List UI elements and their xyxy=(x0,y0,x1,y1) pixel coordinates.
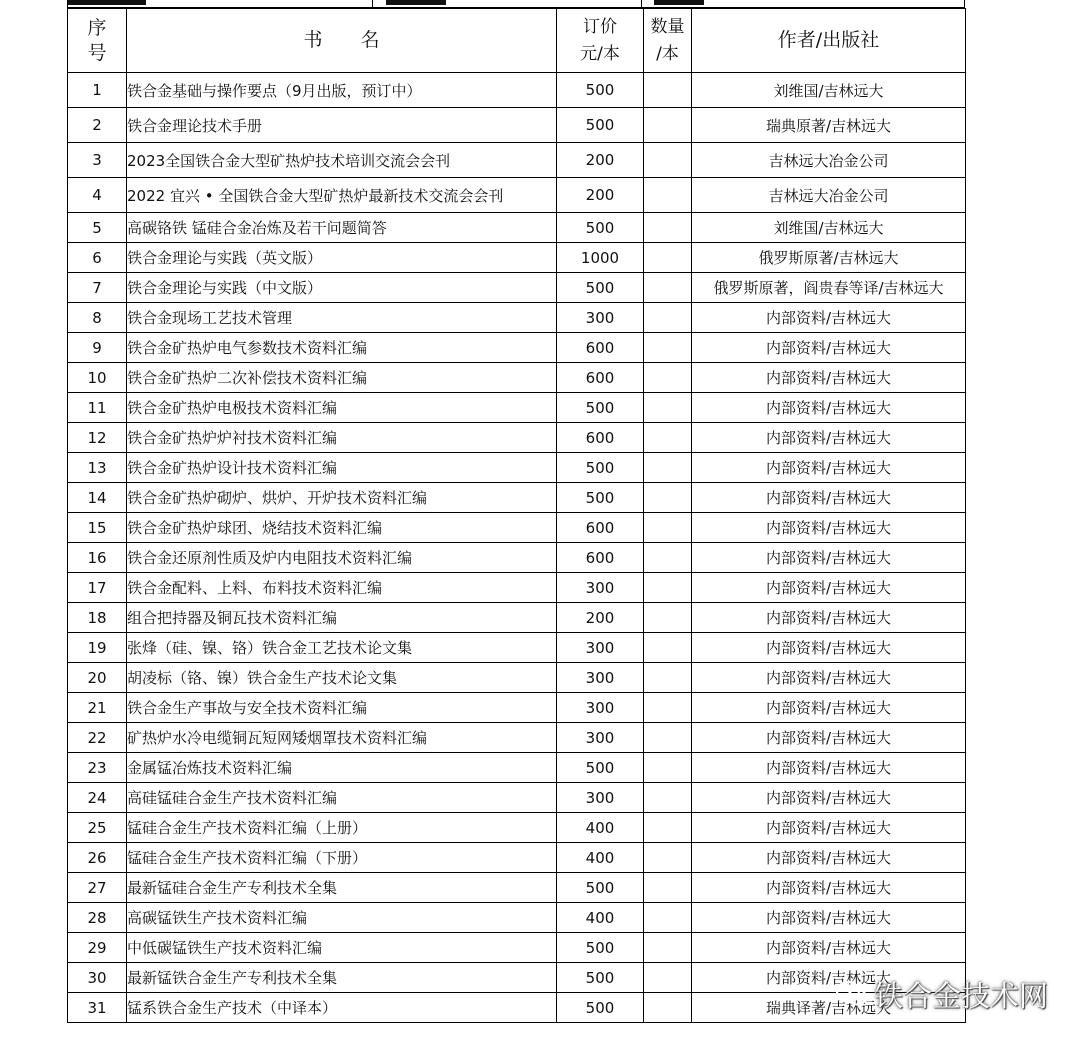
table-row xyxy=(68,933,966,963)
cell-price: 300 xyxy=(557,303,644,333)
cell-price: 500 xyxy=(557,753,644,783)
cell-no: 18 xyxy=(68,603,127,633)
cell-qty xyxy=(644,663,692,693)
cell-title: 铁合金生产事故与安全技术资料汇编 xyxy=(127,693,557,723)
cell-title: 最新锰硅合金生产专利技术全集 xyxy=(127,873,557,903)
cell-price: 400 xyxy=(557,813,644,843)
cell-title: 锰系铁合金生产技术（中译本） xyxy=(127,993,557,1023)
previous-table-edge xyxy=(67,0,965,8)
watermark-text: 铁合金技术网 xyxy=(874,978,1049,1013)
cell-no: 5 xyxy=(68,213,127,243)
cell-no: 22 xyxy=(68,723,127,753)
cell-title: 矿热炉水冷电缆铜瓦短网矮烟罩技术资料汇编 xyxy=(127,723,557,753)
cell-qty xyxy=(644,753,692,783)
cell-author: 内部资料/吉林远大 xyxy=(692,453,966,483)
table-row xyxy=(68,73,966,108)
cell-author: 内部资料/吉林远大 xyxy=(692,543,966,573)
cell-author: 内部资料/吉林远大 xyxy=(692,513,966,543)
table-row xyxy=(68,213,966,243)
cell-qty xyxy=(644,963,692,993)
cell-no: 26 xyxy=(68,843,127,873)
cell-author: 内部资料/吉林远大 xyxy=(692,333,966,363)
cell-qty xyxy=(644,813,692,843)
cell-no: 20 xyxy=(68,663,127,693)
cell-qty xyxy=(644,333,692,363)
cell-qty xyxy=(644,513,692,543)
cell-author: 内部资料/吉林远大 xyxy=(692,783,966,813)
cell-title: 中低碳锰铁生产技术资料汇编 xyxy=(127,933,557,963)
cell-qty xyxy=(644,633,692,663)
cell-qty xyxy=(644,723,692,753)
cell-price: 1000 xyxy=(557,243,644,273)
cell-title: 铁合金矿热炉砌炉、烘炉、开炉技术资料汇编 xyxy=(127,483,557,513)
cell-no: 15 xyxy=(68,513,127,543)
cell-title: 胡凌标（铬、镍）铁合金生产技术论文集 xyxy=(127,663,557,693)
cell-author: 俄罗斯原著/吉林远大 xyxy=(692,243,966,273)
table-row xyxy=(68,243,966,273)
cell-title: 最新锰铁合金生产专利技术全集 xyxy=(127,963,557,993)
cell-no: 23 xyxy=(68,753,127,783)
cell-price: 200 xyxy=(557,178,644,213)
cell-author: 内部资料/吉林远大 xyxy=(692,663,966,693)
cell-price: 500 xyxy=(557,273,644,303)
cell-title: 铁合金矿热炉二次补偿技术资料汇编 xyxy=(127,363,557,393)
cell-author: 吉林远大冶金公司 xyxy=(692,143,966,178)
cell-title: 锰硅合金生产技术资料汇编（上册） xyxy=(127,813,557,843)
table-row xyxy=(68,333,966,363)
cell-price: 500 xyxy=(557,108,644,143)
cut-off-text xyxy=(654,0,704,5)
cell-author: 内部资料/吉林远大 xyxy=(692,423,966,453)
cell-qty xyxy=(644,693,692,723)
header-author: 作者/出版社 xyxy=(692,9,966,73)
cell-no: 7 xyxy=(68,273,127,303)
cell-title: 张烽（硅、镍、铬）铁合金工艺技术论文集 xyxy=(127,633,557,663)
cell-title: 组合把持器及铜瓦技术资料汇编 xyxy=(127,603,557,633)
table-row xyxy=(68,963,966,993)
table-row xyxy=(68,873,966,903)
table-row xyxy=(68,723,966,753)
cell-price: 600 xyxy=(557,423,644,453)
cell-qty xyxy=(644,933,692,963)
cell-title: 2022 宜兴 • 全国铁合金大型矿热炉最新技术交流会会刊 xyxy=(127,178,557,213)
cell-no: 16 xyxy=(68,543,127,573)
cell-author: 内部资料/吉林远大 xyxy=(692,873,966,903)
cell-price: 500 xyxy=(557,453,644,483)
cell-title: 高硅锰硅合金生产技术资料汇编 xyxy=(127,783,557,813)
cell-title: 铁合金配料、上料、布料技术资料汇编 xyxy=(127,573,557,603)
cell-author: 内部资料/吉林远大 xyxy=(692,903,966,933)
cell-author: 吉林远大冶金公司 xyxy=(692,178,966,213)
cell-no: 2 xyxy=(68,108,127,143)
cell-author: 刘维国/吉林远大 xyxy=(692,213,966,243)
cell-no: 14 xyxy=(68,483,127,513)
cell-qty xyxy=(644,603,692,633)
table-row xyxy=(68,273,966,303)
cell-qty xyxy=(644,453,692,483)
cell-price: 200 xyxy=(557,603,644,633)
cell-qty xyxy=(644,243,692,273)
cell-qty xyxy=(644,873,692,903)
cell-no: 29 xyxy=(68,933,127,963)
table-row xyxy=(68,603,966,633)
cell-price: 300 xyxy=(557,723,644,753)
table-row xyxy=(68,543,966,573)
header-row xyxy=(68,9,966,73)
cell-title: 2023全国铁合金大型矿热炉技术培训交流会会刊 xyxy=(127,143,557,178)
cell-author: 内部资料/吉林远大 xyxy=(692,603,966,633)
cell-qty xyxy=(644,393,692,423)
cell-no: 19 xyxy=(68,633,127,663)
table-row xyxy=(68,753,966,783)
cell-no: 31 xyxy=(68,993,127,1023)
cell-author: 瑞典译著/吉林远大 xyxy=(692,993,966,1023)
cell-qty xyxy=(644,143,692,178)
cell-no: 25 xyxy=(68,813,127,843)
cell-no: 10 xyxy=(68,363,127,393)
table-row xyxy=(68,663,966,693)
cell-author: 内部资料/吉林远大 xyxy=(692,963,966,993)
cut-off-text xyxy=(68,0,146,5)
cell-title: 铁合金理论与实践（中文版） xyxy=(127,273,557,303)
cell-qty xyxy=(644,783,692,813)
header-no: 序 号 xyxy=(68,9,127,73)
cell-no: 12 xyxy=(68,423,127,453)
header-qty: 数量 /本 xyxy=(644,9,692,73)
table-row xyxy=(68,423,966,453)
cell-author: 内部资料/吉林远大 xyxy=(692,933,966,963)
cell-qty xyxy=(644,423,692,453)
cell-author: 刘维国/吉林远大 xyxy=(692,73,966,108)
cell-price: 300 xyxy=(557,693,644,723)
cell-title: 铁合金基础与操作要点（9月出版，预订中） xyxy=(127,73,557,108)
cell-qty xyxy=(644,483,692,513)
cell-author: 内部资料/吉林远大 xyxy=(692,363,966,393)
cell-no: 3 xyxy=(68,143,127,178)
header-title: 书 名 xyxy=(127,9,557,73)
column-divider xyxy=(641,0,642,8)
column-divider xyxy=(372,0,373,8)
cell-price: 300 xyxy=(557,783,644,813)
cell-title: 铁合金现场工艺技术管理 xyxy=(127,303,557,333)
cell-price: 500 xyxy=(557,993,644,1023)
table-row xyxy=(68,993,966,1023)
cell-price: 500 xyxy=(557,963,644,993)
cell-author: 俄罗斯原著，阎贵春等译/吉林远大 xyxy=(692,273,966,303)
cell-title: 铁合金矿热炉电气参数技术资料汇编 xyxy=(127,333,557,363)
cell-qty xyxy=(644,573,692,603)
cell-no: 24 xyxy=(68,783,127,813)
cell-price: 600 xyxy=(557,333,644,363)
cell-qty xyxy=(644,993,692,1023)
cell-price: 600 xyxy=(557,513,644,543)
cell-price: 400 xyxy=(557,903,644,933)
cell-no: 9 xyxy=(68,333,127,363)
cell-title: 铁合金理论技术手册 xyxy=(127,108,557,143)
cell-qty xyxy=(644,213,692,243)
table-row xyxy=(68,453,966,483)
cell-qty xyxy=(644,273,692,303)
cell-author: 内部资料/吉林远大 xyxy=(692,813,966,843)
cell-author: 内部资料/吉林远大 xyxy=(692,573,966,603)
cell-title: 锰硅合金生产技术资料汇编（下册） xyxy=(127,843,557,873)
cell-no: 8 xyxy=(68,303,127,333)
cell-title: 金属锰冶炼技术资料汇编 xyxy=(127,753,557,783)
cell-qty xyxy=(644,903,692,933)
cell-price: 500 xyxy=(557,393,644,423)
cell-title: 铁合金理论与实践（英文版） xyxy=(127,243,557,273)
cell-author: 内部资料/吉林远大 xyxy=(692,843,966,873)
cell-qty xyxy=(644,178,692,213)
cell-author: 内部资料/吉林远大 xyxy=(692,303,966,333)
table-row xyxy=(68,573,966,603)
cell-no: 13 xyxy=(68,453,127,483)
cell-price: 400 xyxy=(557,843,644,873)
cell-no: 6 xyxy=(68,243,127,273)
cell-title: 铁合金矿热炉电极技术资料汇编 xyxy=(127,393,557,423)
table-row xyxy=(68,693,966,723)
table-row xyxy=(68,783,966,813)
table-row xyxy=(68,633,966,663)
cell-author: 内部资料/吉林远大 xyxy=(692,393,966,423)
table-row xyxy=(68,303,966,333)
table-row xyxy=(68,363,966,393)
table-row xyxy=(68,903,966,933)
cell-title: 铁合金矿热炉球团、烧结技术资料汇编 xyxy=(127,513,557,543)
cell-author: 瑞典原著/吉林远大 xyxy=(692,108,966,143)
table-row xyxy=(68,178,966,213)
cell-price: 500 xyxy=(557,213,644,243)
cell-author: 内部资料/吉林远大 xyxy=(692,723,966,753)
header-price: 订价 元/本 xyxy=(557,9,644,73)
cell-title: 铁合金矿热炉炉衬技术资料汇编 xyxy=(127,423,557,453)
cell-qty xyxy=(644,73,692,108)
table-row xyxy=(68,483,966,513)
cell-price: 500 xyxy=(557,73,644,108)
cut-off-text xyxy=(386,0,446,5)
cell-no: 21 xyxy=(68,693,127,723)
cell-price: 600 xyxy=(557,363,644,393)
cell-qty xyxy=(644,543,692,573)
cell-price: 300 xyxy=(557,573,644,603)
cell-price: 500 xyxy=(557,933,644,963)
cell-price: 500 xyxy=(557,483,644,513)
table-row xyxy=(68,108,966,143)
cell-author: 内部资料/吉林远大 xyxy=(692,753,966,783)
cell-no: 17 xyxy=(68,573,127,603)
cell-title: 高碳铬铁 锰硅合金冶炼及若干问题简答 xyxy=(127,213,557,243)
table-row xyxy=(68,813,966,843)
cell-author: 内部资料/吉林远大 xyxy=(692,693,966,723)
cell-price: 300 xyxy=(557,633,644,663)
cell-author: 内部资料/吉林远大 xyxy=(692,633,966,663)
table-row xyxy=(68,393,966,423)
cell-qty xyxy=(644,843,692,873)
cell-title: 铁合金矿热炉设计技术资料汇编 xyxy=(127,453,557,483)
cell-author: 内部资料/吉林远大 xyxy=(692,483,966,513)
cell-title: 高碳锰铁生产技术资料汇编 xyxy=(127,903,557,933)
cell-no: 30 xyxy=(68,963,127,993)
cell-no: 1 xyxy=(68,73,127,108)
table-row xyxy=(68,843,966,873)
cell-qty xyxy=(644,363,692,393)
cell-price: 300 xyxy=(557,663,644,693)
cell-no: 27 xyxy=(68,873,127,903)
table-row xyxy=(68,513,966,543)
cell-no: 28 xyxy=(68,903,127,933)
cell-no: 11 xyxy=(68,393,127,423)
cell-qty xyxy=(644,303,692,333)
cell-price: 600 xyxy=(557,543,644,573)
cell-no: 4 xyxy=(68,178,127,213)
cell-qty xyxy=(644,108,692,143)
cell-price: 500 xyxy=(557,873,644,903)
table-row xyxy=(68,143,966,178)
cell-title: 铁合金还原剂性质及炉内电阻技术资料汇编 xyxy=(127,543,557,573)
book-catalog-table xyxy=(67,8,966,1023)
cell-price: 200 xyxy=(557,143,644,178)
